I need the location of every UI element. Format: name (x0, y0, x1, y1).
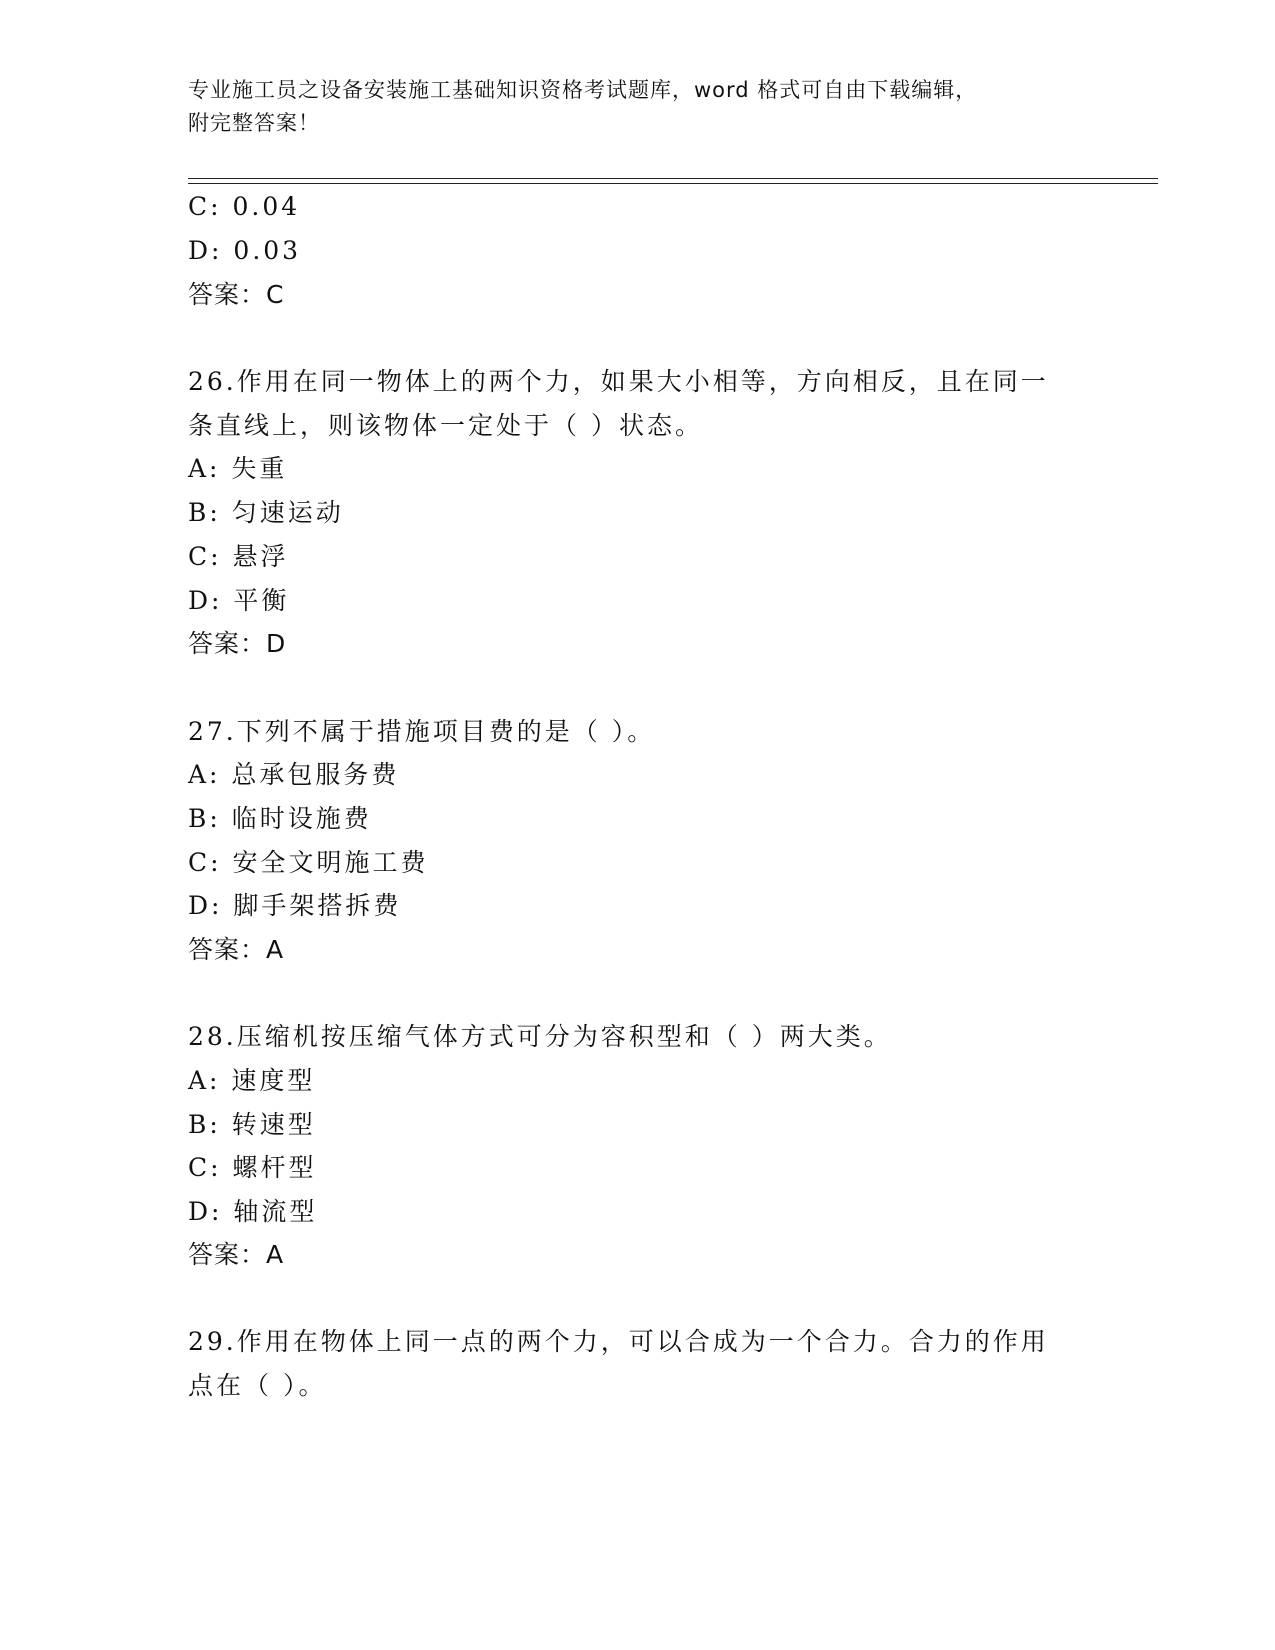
option-a: A: 速度型 (188, 1066, 316, 1095)
option-b: B: 临时设施费 (188, 804, 372, 833)
question-stem: 26.作用在同一物体上的两个力，如果大小相等，方向相反，且在同一 (188, 367, 1049, 396)
option-c: C: 螺杆型 (188, 1153, 317, 1182)
answer: 答案：A (188, 935, 285, 964)
question-stem-continued: 点在（ ）。 (188, 1371, 327, 1400)
option-b: B: 转速型 (188, 1110, 316, 1139)
option-a: A: 失重 (188, 454, 288, 483)
option-d: D: 脚手架搭拆费 (188, 891, 402, 920)
question-stem-continued: 条直线上，则该物体一定处于（ ）状态。 (188, 411, 703, 440)
option-a: A: 总承包服务费 (188, 760, 400, 789)
question-stem: 29.作用在物体上同一点的两个力，可以合成为一个合力。合力的作用 (188, 1327, 1049, 1356)
option-d: D: 0.03 (188, 236, 302, 265)
answer: 答案：D (188, 629, 287, 658)
header-line-2: 附完整答案！ (188, 111, 320, 135)
answer: 答案：C (188, 280, 285, 309)
header-line-1: 专业施工员之设备安装施工基础知识资格考试题库，word 格式可自由下载编辑， (188, 78, 978, 102)
option-c: C: 0.04 (188, 192, 301, 221)
question-stem: 27.下列不属于措施项目费的是（ ）。 (188, 717, 656, 746)
question-stem: 28.压缩机按压缩气体方式可分为容积型和（ ）两大类。 (188, 1022, 892, 1051)
answer: 答案：A (188, 1240, 285, 1269)
option-c: C: 悬浮 (188, 542, 289, 571)
header-divider-bottom (188, 183, 1158, 184)
header-divider-top (188, 178, 1158, 179)
option-d: D: 轴流型 (188, 1197, 318, 1226)
option-c: C: 安全文明施工费 (188, 848, 429, 877)
option-b: B: 匀速运动 (188, 498, 344, 527)
option-d: D: 平衡 (188, 586, 290, 615)
document-header (188, 74, 1068, 140)
